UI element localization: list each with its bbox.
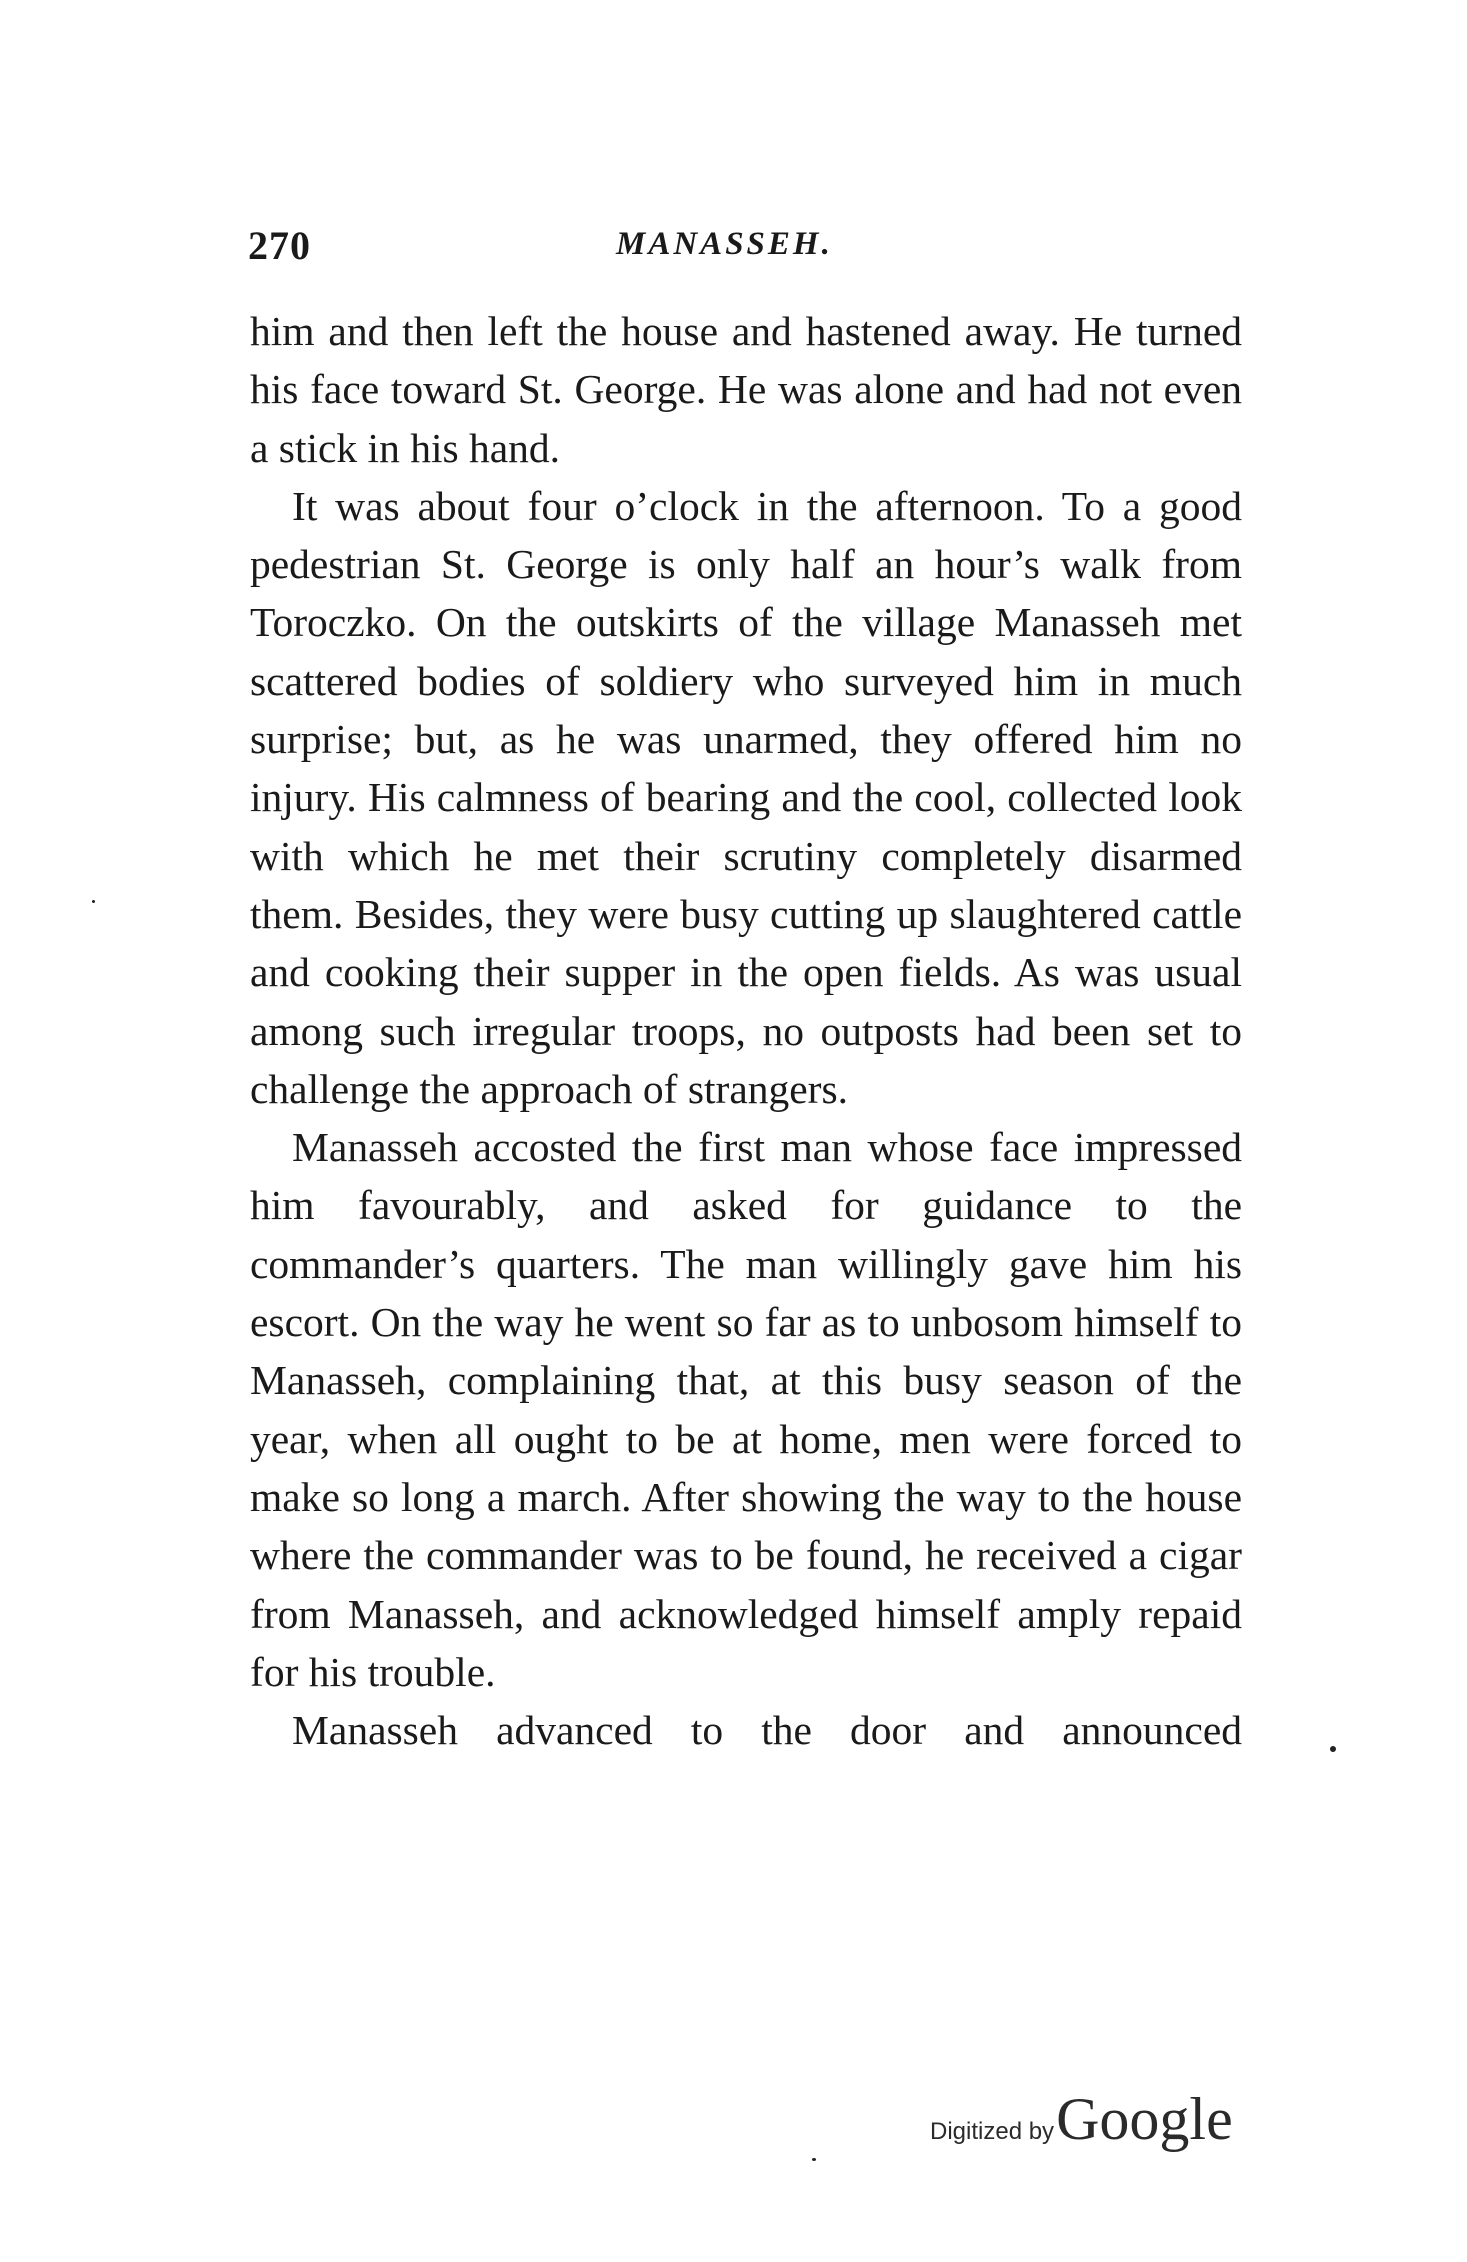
digitized-by-google-watermark — [930, 2085, 1233, 2154]
digitized-by-label: Digitized by — [930, 2118, 1055, 2145]
running-title: MANASSEH. — [616, 226, 833, 262]
running-head — [248, 222, 1240, 272]
body-text — [250, 302, 1242, 1759]
google-logo-text: Google — [1056, 2086, 1233, 2152]
paragraph-continued: him and then left the house and hastened away. He turned his face toward St. George. He was alone and had not even a stick in his hand. — [250, 308, 1242, 471]
paragraph-final-line: Manasseh advanced to the door and announced — [292, 1707, 1242, 1754]
scan-speck — [1330, 1746, 1336, 1752]
paragraph: Manasseh accosted the first man whose face impressed him favourably, and asked for guidance to the commander’s quarters. The man willingly gave him his escort. On the way he went so far as to unbosom himself to Manasseh, complaining that, at this busy season of the year, when all ought to be at home, men were forced to make so long a march. After showing the way to the house where the commander was to be found, he received a cigar from Manasseh, and acknowledged himself amply repaid for his trouble. — [250, 1124, 1242, 1695]
scan-speck — [92, 900, 95, 903]
page-number: 270 — [248, 223, 311, 268]
paragraph: It was about four o’clock in the afternoon. To a good pedestrian St. George is only half an hour’s walk from Toroczko. On the outskirts of the village Manasseh met scattered bodies of soldiery who surveyed him in much surprise; but, as he was unarmed, they offered him no injury. His calmness of bearing and the cool, collected look with which he met their scrutiny completely disarmed them. Besides, they were busy cutting up slaughtered cattle and cooking their supper in the open fields. As was usual among such irregular troops, no outposts had been set to challenge the approach of strangers. — [250, 482, 1242, 1112]
scan-speck — [812, 2158, 816, 2161]
